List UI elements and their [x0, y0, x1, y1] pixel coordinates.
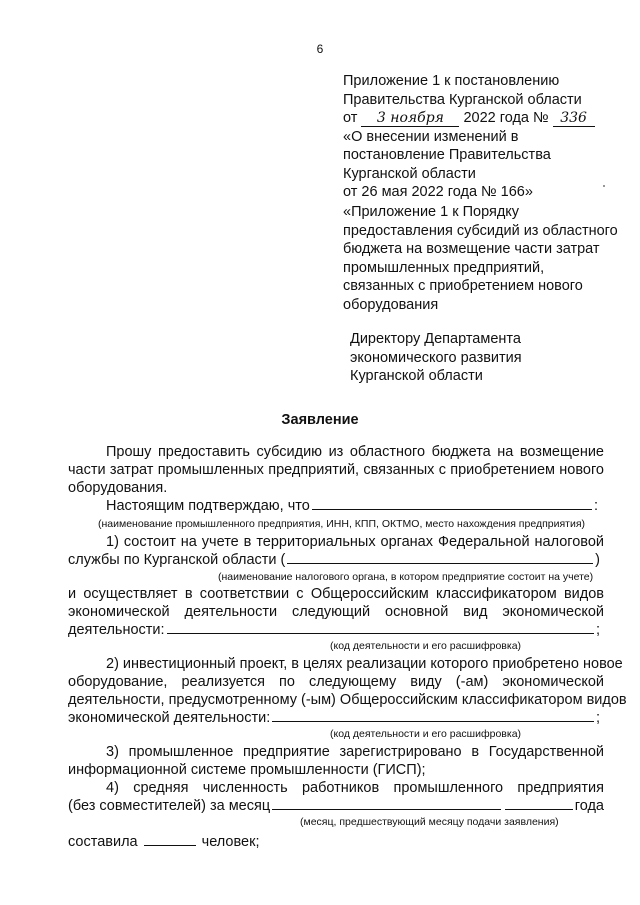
confirm-colon: : — [593, 498, 598, 514]
p1-line-3: оборудования. — [68, 480, 168, 496]
item1-line-2 — [68, 552, 600, 568]
year-field[interactable] — [505, 809, 573, 810]
handwritten-date: 3 ноября — [361, 111, 459, 127]
month-field[interactable] — [272, 809, 501, 810]
appendix-line-4: «О внесении изменений в — [343, 128, 519, 145]
item4-line-3-end: человек; — [201, 834, 260, 850]
appendix-line-6: Курганской области — [343, 165, 476, 182]
item1-semicolon: ; — [595, 622, 600, 638]
appendix-line-2: Правительства Курганской области — [343, 91, 582, 108]
main-activity-hint: (код деятельности и его расшифровка) — [330, 640, 522, 652]
order-line-1: «Приложение 1 к Порядку — [343, 204, 520, 220]
main-activity-field[interactable] — [167, 633, 594, 634]
item1-line-1: 1) состоит на учете в территориальных органах Федеральной налоговой — [106, 534, 604, 550]
addressee-line-2: экономического развития — [350, 349, 522, 366]
tax-authority-field[interactable] — [287, 563, 593, 564]
appendix-date-line — [343, 109, 618, 128]
item2-line-3: деятельности, предусмотренному (-ым) Общероссийским классификатором видов — [68, 692, 627, 708]
item1-close-paren: ) — [595, 552, 600, 568]
appendix-from: от — [343, 110, 358, 126]
item1-line-4: экономической деятельности следующий основной вид экономической — [68, 604, 604, 620]
confirm-label: Настоящим подтверждаю, что — [106, 498, 310, 514]
order-line-5: связанных с приобретением нового — [343, 278, 583, 294]
page-number: 6 — [316, 42, 324, 56]
enterprise-name-field[interactable] — [312, 509, 592, 510]
item1-line-3: и осуществляет в соответствии с Общероссийским классификатором видов — [68, 586, 604, 602]
employee-count-field[interactable] — [144, 845, 196, 846]
item4-line-1: 4) средняя численность работников промышленного предприятия — [106, 780, 604, 796]
p1-line-1: Прошу предоставить субсидию из областного бюджета на возмещение — [106, 444, 604, 460]
order-line-6: оборудования — [343, 296, 439, 313]
addressee-line-1: Директору Департамента — [350, 331, 521, 347]
project-activity-field[interactable] — [272, 721, 594, 722]
item3-line-2: информационной системе промышленности (ГИСП); — [68, 762, 426, 778]
p1-line-2: части затрат промышленных предприятий, связанных с приобретением нового — [68, 462, 604, 478]
item4-line-2 — [68, 798, 604, 814]
item4-line-2-label: (без совместителей) за месяц — [68, 798, 271, 814]
appendix-line-5: постановление Правительства — [343, 147, 551, 163]
item3-line-1: 3) промышленное предприятие зарегистрировано в Государственной — [106, 744, 604, 760]
order-line-2: предоставления субсидий из областного — [343, 222, 618, 239]
document-title: Заявление — [281, 412, 359, 428]
handwritten-number: 336 — [553, 111, 595, 127]
confirm-line — [106, 498, 598, 514]
month-hint: (месяц, предшествующий месяцу подачи заявления) — [300, 816, 559, 828]
appendix-line-1: Приложение 1 к постановлению — [343, 73, 560, 89]
addressee-line-3: Курганской области — [350, 368, 483, 384]
item2-line-2: оборудование, реализуется по следующему виду (-ам) экономической — [68, 674, 604, 690]
item4-year-label: года — [574, 798, 604, 814]
item2-line-4 — [68, 710, 600, 726]
order-appendix — [343, 203, 618, 314]
appendix-line-7: от 26 мая 2022 года № 166» — [343, 184, 533, 200]
item1-line-2-label: службы по Курганской области ( — [68, 552, 286, 568]
item2-semicolon: ; — [595, 710, 600, 726]
item2-line-4-label: экономической деятельности: — [68, 710, 271, 726]
item1-line-5-label: деятельности: — [68, 622, 165, 638]
addressee-block — [350, 330, 625, 386]
item2-line-1: 2) инвестиционный проект, в целях реализации которого приобретено новое — [106, 656, 623, 672]
order-line-3: бюджета на возмещение части затрат — [343, 241, 600, 257]
project-activity-hint: (код деятельности и его расшифровка) — [330, 728, 522, 740]
order-line-4: промышленных предприятий, — [343, 259, 545, 276]
item4-line-3-label: составила — [68, 834, 138, 850]
appendix-header — [343, 72, 618, 202]
item1-line-5 — [68, 622, 600, 638]
enterprise-name-hint: (наименование промышленного предприятия, ИНН, КПП, ОКТМО, место нахождения предприятия) — [98, 518, 585, 530]
appendix-year: 2022 года № — [463, 110, 549, 126]
tax-authority-hint: (наименование налогового органа, в котором предприятие состоит на учете) — [218, 571, 594, 583]
item4-line-3 — [68, 834, 604, 850]
